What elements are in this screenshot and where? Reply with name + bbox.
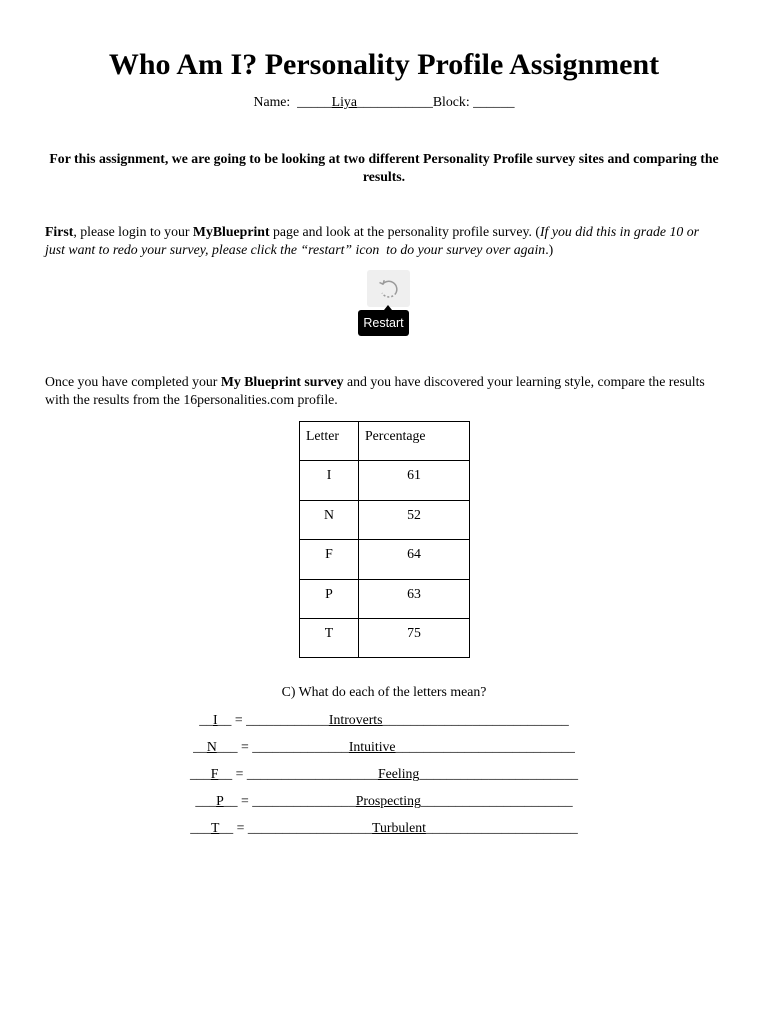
page-title: Who Am I? Personality Profile Assignment [108, 48, 660, 81]
answer-line-f [0, 765, 768, 792]
answer-blank-pre: ___________________ [246, 766, 378, 781]
block-blank: ______ [473, 94, 515, 109]
compare-text-2: and you have discovered your learning style, compare the results with the results from the 16personalities.com profile. [45, 374, 705, 407]
compare-text-1: Once you have completed your [45, 374, 221, 389]
answer-line-p [0, 792, 768, 819]
answer-line-t [0, 819, 768, 846]
percentage-cell: 61 [359, 461, 470, 500]
equals-sign: = [234, 712, 243, 727]
equals-sign: = [236, 820, 245, 835]
myblueprint-label: MyBlueprint [192, 224, 270, 239]
answer-blank-post: ______________________ [420, 793, 573, 808]
answer-word: Prospecting [355, 793, 421, 808]
answer-letter: N [206, 739, 217, 754]
equals-sign: = [241, 793, 249, 808]
letter-blank-pre: ___ [195, 793, 217, 808]
letter-blank-post: __ [218, 766, 233, 781]
answer-blank-pre: ____________ [246, 712, 329, 727]
letter-blank-pre: ___ [190, 820, 211, 835]
restart-button-graphic [367, 270, 410, 307]
percentage-cell: 52 [359, 500, 470, 539]
answer-blank-post: ______________________ [425, 820, 578, 835]
name-blank-trailing: ___________ [356, 94, 433, 109]
table-header-row [300, 422, 470, 461]
instruction-first [45, 223, 713, 259]
assignment-intro: For this assignment, we are going to be looking at two different Personality Profile survey sites and comparing the results. [49, 151, 719, 184]
letter-cell: P [300, 579, 359, 618]
letter-blank-post: ___ [216, 739, 238, 754]
percentage-cell: 75 [359, 618, 470, 657]
column-header-letter: Letter [300, 422, 359, 461]
table-row [300, 500, 470, 539]
table-row [300, 618, 470, 657]
percentage-cell: 63 [359, 579, 470, 618]
letter-blank-post: __ [223, 793, 238, 808]
name-label: Name: [253, 94, 291, 109]
answer-letter: I [213, 712, 218, 727]
answer-blank-post: ___________________________ [382, 712, 569, 727]
letter-cell: F [300, 540, 359, 579]
letter-blank-pre: __ [193, 739, 207, 754]
answer-line-i [0, 711, 768, 738]
table-row [300, 461, 470, 500]
answer-word: Turbulent [372, 820, 426, 835]
table-row [300, 579, 470, 618]
my-blueprint-survey-label: My Blueprint survey [220, 374, 344, 389]
name-blank-leading: _____ [297, 94, 332, 109]
restart-icon-image [358, 268, 412, 338]
block-label: Block: [432, 94, 470, 109]
answer-word: Introverts [328, 712, 383, 727]
answer-word: Feeling [377, 766, 420, 781]
restart-icon [367, 270, 410, 307]
answer-letter: F [210, 766, 219, 781]
answer-blank-pre: __________________ [247, 820, 373, 835]
question-c: C) What do each of the letters mean? [281, 684, 487, 699]
answer-blank-post: __________________________ [395, 739, 575, 754]
restart-note: If you did this in grade 10 or just want to redo your survey, please click the “restart” icon to do your survey over again [45, 224, 703, 257]
answer-word: Intuitive [348, 739, 396, 754]
table-row [300, 540, 470, 579]
instruction-compare [45, 373, 723, 409]
answer-list [0, 711, 768, 846]
answer-letter: P [216, 793, 224, 808]
letter-cell: T [300, 618, 359, 657]
name-block-line [0, 93, 768, 111]
letter-blank-pre: ___ [189, 766, 211, 781]
answer-blank-pre: _______________ [252, 793, 356, 808]
answer-blank-pre: ______________ [252, 739, 349, 754]
letter-blank-post: __ [219, 820, 234, 835]
first-text-end: .) [545, 242, 554, 257]
equals-sign: = [241, 739, 249, 754]
student-name: Liya [331, 94, 357, 109]
letter-blank-pre: __ [199, 712, 213, 727]
restart-tooltip [358, 310, 409, 336]
first-lead: First [45, 224, 74, 239]
equals-sign: = [235, 766, 244, 781]
personality-results-table [299, 421, 470, 658]
answer-letter: T [210, 820, 220, 835]
letter-blank-post: __ [217, 712, 232, 727]
letter-cell: I [300, 461, 359, 500]
letter-cell: N [300, 500, 359, 539]
percentage-cell: 64 [359, 540, 470, 579]
tooltip-label: Restart [363, 316, 404, 330]
answer-line-n [0, 738, 768, 765]
first-text-2: page and look at the personality profile survey. ( [269, 224, 540, 239]
column-header-percentage: Percentage [359, 422, 470, 461]
answer-blank-post: _______________________ [419, 766, 578, 781]
first-text-1: , please login to your [73, 224, 193, 239]
